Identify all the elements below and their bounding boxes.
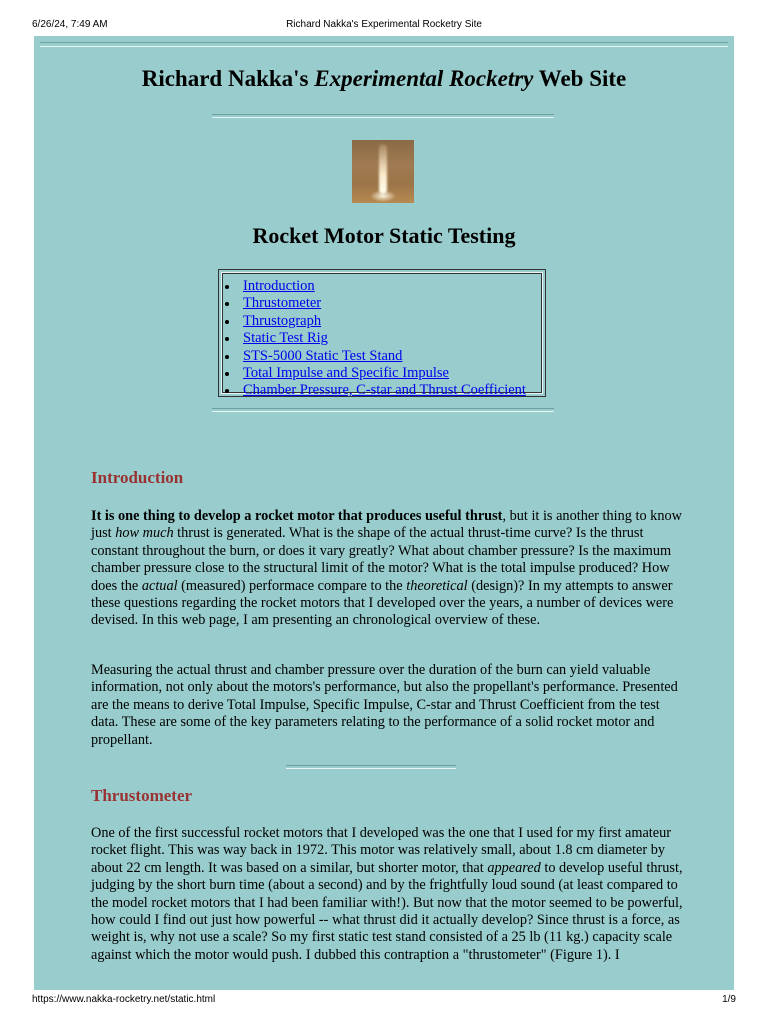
top-divider — [40, 42, 728, 47]
print-header — [0, 0, 768, 36]
toc-item — [223, 365, 526, 382]
heading-introduction: Introduction — [91, 468, 184, 487]
section-divider — [286, 765, 456, 769]
print-footer — [0, 990, 768, 1024]
toc-link-sts-5000[interactable]: STS-5000 Static Test Stand — [243, 347, 403, 364]
intro-paragraph-2: Measuring the actual thrust and chamber pressure over the duration of the burn can yield valuable information, not only about the motors's performance, but also the propellant's performance. Presented are the means to derive Total Impulse, Specific Impulse, C-star and Thrust Coefficient from the test data. These are some of the key parameters relating to the performance of a solid rocket motor and propellant. — [91, 662, 678, 748]
toc-item — [223, 330, 526, 347]
heading-thrustometer: Thrustometer — [91, 786, 193, 805]
toc-link-thrustograph[interactable]: Thrustograph — [243, 312, 322, 329]
toc-link-static-test-rig[interactable]: Static Test Rig — [243, 330, 328, 347]
rocket-motor-photo — [352, 140, 414, 203]
table-of-contents — [218, 269, 546, 397]
toc-divider — [212, 408, 554, 412]
page-content — [34, 36, 734, 990]
print-datetime: 6/26/24, 7:49 AM — [32, 19, 108, 30]
toc-item — [223, 313, 526, 330]
page-title: Rocket Motor Static Testing — [252, 223, 516, 248]
print-page-number: 1/9 — [722, 994, 736, 1005]
toc-item — [223, 348, 526, 365]
toc-item — [223, 382, 526, 399]
thrustometer-paragraph-1: One of the first successful rocket motors that I developed was the one that I used for my first amateur rocket flight. This was way back in 1972. This motor was relatively small, about 1.8 cm diameter by about 22 cm length. It was based on a similar, but shorter motor, that appeared to develop useful thrust, judging by the short burn time (about a second) and by the frightfully loud sound (at least compared to the model rocket motors that I had been familiar with!). But now that the motor seemed to be powerful, how could I find out just how powerful -- what thrust did it actually develop? Since thrust is a force, as weight is, why not use a scale? So my first static test stand consisted of a 25 lb (11 kg.) capacity scale against which the motor would push. I dubbed this contraption a "thrustometer" (Figure 1). I — [91, 825, 683, 963]
print-url: https://www.nakka-rocketry.net/static.html — [32, 994, 216, 1005]
toc-link-chamber-pressure[interactable]: Chamber Pressure, C-star and Thrust Coefficient — [243, 382, 526, 399]
toc-link-total-impulse[interactable]: Total Impulse and Specific Impulse — [243, 364, 449, 381]
toc-item — [223, 278, 526, 295]
intro-paragraph-1: It is one thing to develop a rocket motor that produces useful thrust, but it is another thing to know just how much thrust is generated. What is the shape of the actual thrust-time curve? Is the thrust constant throughout the burn, or does it vary greatly? What about chamber pressure? Is the maximum chamber pressure close to the structural limit of the motor? What is the total impulse produced? How does the actual (measured) performace compare to the theoretical (design)? In my attempts to answer these questions regarding the rocket motors that I developed over the years, a number of devices were devised. In this web page, I am presenting an chronological overview of these. — [91, 508, 682, 629]
toc-list — [223, 278, 526, 400]
toc-item — [223, 295, 526, 312]
site-title: Richard Nakka's Experimental Rocketry Web Site — [141, 66, 627, 91]
toc-link-thrustometer[interactable]: Thrustometer — [243, 295, 322, 312]
print-title: Richard Nakka's Experimental Rocketry Site — [286, 19, 482, 30]
toc-link-introduction[interactable]: Introduction — [243, 278, 315, 294]
title-divider — [212, 114, 554, 118]
